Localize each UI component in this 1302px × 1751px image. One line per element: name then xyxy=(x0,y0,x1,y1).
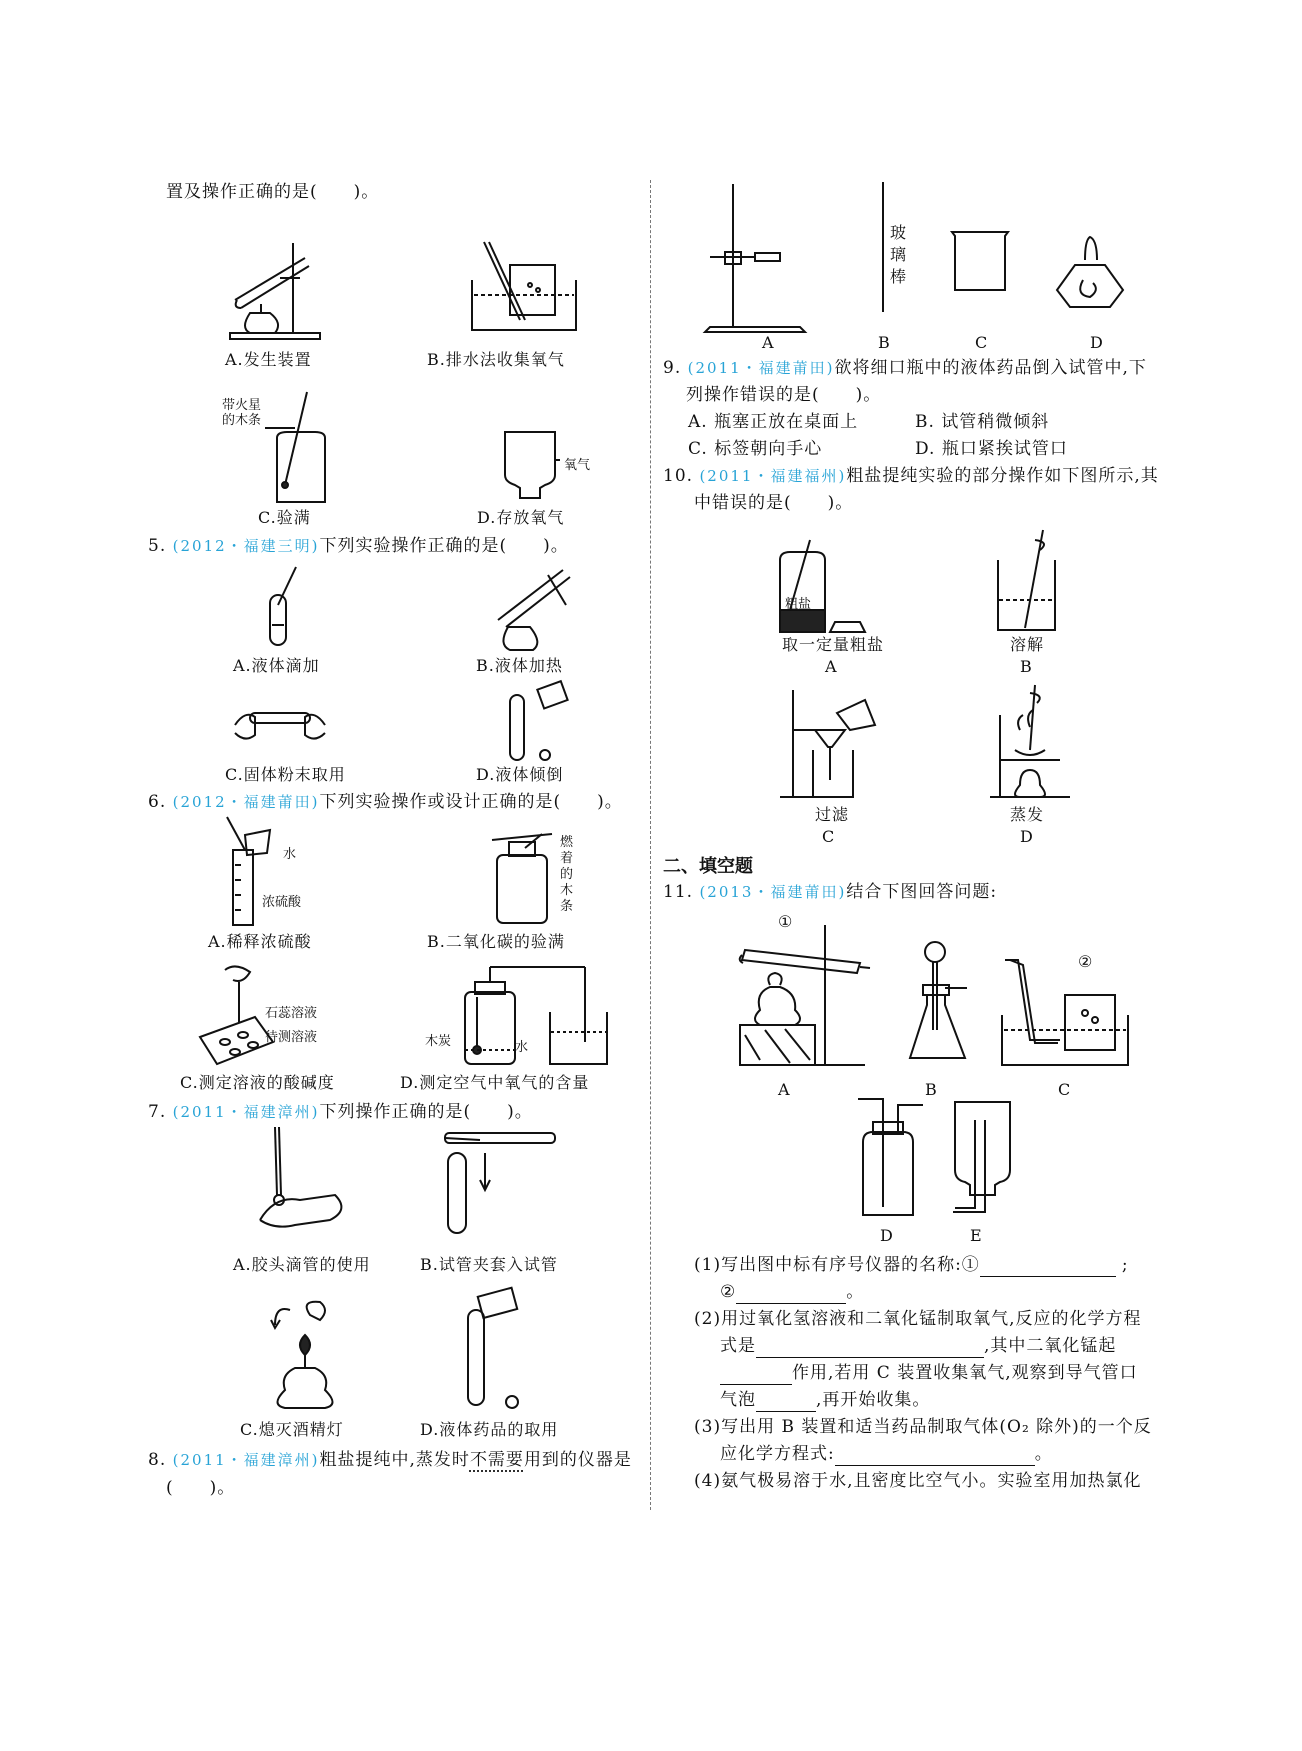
q4-figure-c xyxy=(265,390,335,505)
q11-figure-b xyxy=(905,940,975,1070)
q6-carbon-label: 木炭 xyxy=(425,1034,452,1049)
q7-figure-a xyxy=(255,1125,355,1235)
answer-blank-5[interactable] xyxy=(756,1393,816,1412)
q7-caption-a: A.胶头滴管的使用 xyxy=(233,1255,371,1274)
q11-text: 结合下图回答问题: xyxy=(846,882,998,902)
q6-test-label: 待测溶液 xyxy=(265,1030,318,1045)
q5-number: 5. xyxy=(148,536,167,556)
q9-number: 9. xyxy=(663,358,682,378)
q8-text-a: 粗盐提纯中,蒸发时 xyxy=(319,1450,470,1470)
q8-text-b: 用到的仪器是 xyxy=(523,1450,632,1470)
answer-blank-3[interactable] xyxy=(756,1339,984,1358)
q10-figure-d xyxy=(985,685,1085,803)
q10-caption-a: 取一定量粗盐 xyxy=(782,635,885,654)
q11-letter-d: D xyxy=(880,1226,894,1245)
q6-water2-label: 水 xyxy=(515,1040,529,1055)
q6-caption-d: D.测定空气中氧气的含量 xyxy=(400,1073,590,1092)
q9-option-a: A. 瓶塞正放在桌面上 xyxy=(688,412,859,432)
q8-letter-d: D xyxy=(1090,333,1104,352)
q6-figure-a xyxy=(225,815,285,930)
q11-sub2-line2 xyxy=(720,1334,1116,1358)
q6-text: 下列实验操作或设计正确的是( )。 xyxy=(319,792,623,812)
q7-caption-b: B.试管夹套入试管 xyxy=(420,1255,558,1274)
q8-figure-c xyxy=(950,230,1010,292)
q5-figure-a xyxy=(258,565,308,650)
q7-figure-c xyxy=(270,1300,340,1410)
q6-figure-c xyxy=(195,962,275,1067)
q8-paren: ( )。 xyxy=(166,1478,236,1498)
q11-marker-2: ② xyxy=(1078,952,1094,971)
q9-text2: 列操作错误的是( )。 xyxy=(686,385,882,405)
q11-sub2-line3 xyxy=(720,1361,1138,1385)
q11-sub2b: 式是 xyxy=(720,1336,756,1356)
q4-figure-a xyxy=(225,238,335,343)
q5-stem xyxy=(148,534,569,558)
q6-caption-c: C.测定溶液的酸碱度 xyxy=(180,1073,335,1092)
q6-figure-b xyxy=(487,830,557,925)
answer-blank-1[interactable] xyxy=(980,1258,1116,1277)
q11-sub1c: ② xyxy=(720,1282,737,1302)
q11-sub1a: (1)写出图中标有序号仪器的名称:① xyxy=(694,1255,980,1275)
q11-sub1-line2 xyxy=(720,1280,864,1304)
q11-sub3a: (3)写出用 B 装置和适当药品制取气体(O₂ 除外)的一个反 xyxy=(694,1417,1152,1437)
q7-source: (2011・福建漳州) xyxy=(172,1103,320,1121)
q10-caption-c: 过滤 xyxy=(815,805,850,824)
q8-figure-b xyxy=(878,182,888,312)
q7-number: 7. xyxy=(148,1102,167,1122)
q5-caption-b: B.液体加热 xyxy=(476,656,563,675)
q6-number: 6. xyxy=(148,792,167,812)
q10-text: 粗盐提纯实验的部分操作如下图所示,其 xyxy=(846,466,1159,486)
q8-glass-rod-label: 玻璃棒 xyxy=(890,223,908,286)
q11-sub2f: ,再开始收集。 xyxy=(816,1390,931,1410)
q11-sub1-line1 xyxy=(694,1253,1129,1277)
q6-source: (2012・福建莆田) xyxy=(172,793,320,811)
answer-blank-2[interactable] xyxy=(736,1285,846,1304)
q10-letter-d: D xyxy=(1020,827,1034,846)
q5-text: 下列实验操作正确的是( )。 xyxy=(319,536,569,556)
q11-source: (2013・福建莆田) xyxy=(699,883,847,901)
q5-caption-c: C.固体粉末取用 xyxy=(225,765,346,784)
q11-number: 11. xyxy=(663,882,694,902)
q8-emphasis: 不需要 xyxy=(469,1450,524,1470)
q5-source: (2012・福建三明) xyxy=(172,537,320,555)
q8-figure-a xyxy=(705,182,815,332)
q11-letter-a: A xyxy=(778,1080,791,1099)
q11-figure-a xyxy=(735,925,875,1070)
q11-sub2a: (2)用过氧化氢溶液和二氧化锰制取氧气,反应的化学方程 xyxy=(694,1309,1142,1329)
q11-sub2c: ,其中二氧化锰起 xyxy=(984,1336,1117,1356)
q6-burning-label: 燃着的木条 xyxy=(560,835,574,914)
q10-figure-c xyxy=(775,685,895,803)
q6-litmus-label: 石蕊溶液 xyxy=(265,1006,318,1021)
q10-caption-b: 溶解 xyxy=(1010,635,1045,654)
q10-letter-a: A xyxy=(825,657,838,676)
q7-figure-b xyxy=(440,1128,560,1238)
q10-letter-c: C xyxy=(822,827,836,846)
q4-caption-d: D.存放氧气 xyxy=(477,508,565,527)
q9-stem xyxy=(663,356,1147,380)
q9-option-b: B. 试管稍微倾斜 xyxy=(915,412,1050,432)
q10-text2: 中错误的是( )。 xyxy=(694,493,854,513)
q6-caption-b: B.二氧化碳的验满 xyxy=(427,932,565,951)
q11-sub2e: 气泡 xyxy=(720,1390,756,1410)
q11-letter-b: B xyxy=(925,1080,938,1099)
section-heading: 二、填空题 xyxy=(663,856,753,877)
q11-sub1d: 。 xyxy=(846,1282,865,1302)
q5-figure-d xyxy=(495,680,575,765)
q11-stem xyxy=(663,880,997,904)
q10-salt-label: 粗盐 xyxy=(785,597,812,612)
q11-sub3b: 应化学方程式: xyxy=(720,1444,835,1464)
q11-marker-1: ① xyxy=(778,912,794,931)
q7-figure-d xyxy=(450,1290,530,1410)
q4-figure-b xyxy=(470,240,580,335)
column-divider xyxy=(650,180,651,1510)
q10-stem xyxy=(663,464,1159,488)
q6-stem xyxy=(148,790,623,814)
q5-figure-c xyxy=(230,695,330,745)
q6-caption-a: A.稀释浓硫酸 xyxy=(208,932,312,951)
q4-caption-a: A.发生装置 xyxy=(225,350,312,369)
q6-water-label: 水 xyxy=(283,847,297,862)
q10-letter-b: B xyxy=(1020,657,1033,676)
q8-source: (2011・福建漳州) xyxy=(172,1451,320,1469)
answer-blank-4[interactable] xyxy=(720,1366,792,1385)
q9-option-d: D. 瓶口紧挨试管口 xyxy=(915,439,1068,459)
q7-caption-c: C.熄灭酒精灯 xyxy=(240,1420,344,1439)
q7-caption-d: D.液体药品的取用 xyxy=(420,1420,559,1439)
q6-acid-label: 浓硫酸 xyxy=(262,895,302,910)
q7-stem xyxy=(148,1100,533,1124)
q10-number: 10. xyxy=(663,466,694,486)
q10-caption-d: 蒸发 xyxy=(1010,805,1045,824)
q11-letter-c: C xyxy=(1058,1080,1072,1099)
q9-source: (2011・福建莆田) xyxy=(687,359,835,377)
q10-source: (2011・福建福州) xyxy=(699,467,847,485)
q9-text: 欲将细口瓶中的液体药品倒入试管中,下 xyxy=(834,358,1147,378)
q4-oxygen-label: 氧气 xyxy=(564,458,591,473)
q11-sub2-line4 xyxy=(720,1388,930,1412)
answer-blank-6[interactable] xyxy=(835,1447,1035,1466)
q8-number: 8. xyxy=(148,1450,167,1470)
q11-sub2d: 作用,若用 C 装置收集氧气,观察到导气管口 xyxy=(792,1363,1138,1383)
q11-sub4a: (4)氨气极易溶于水,且密度比空气小。实验室用加热氯化 xyxy=(694,1471,1142,1491)
q4-tail: 置及操作正确的是( )。 xyxy=(166,182,380,202)
q11-sub1b: ; xyxy=(1121,1255,1129,1275)
q11-figure-c xyxy=(1000,955,1140,1070)
q11-figure-d xyxy=(858,1097,928,1217)
q11-sub3c: 。 xyxy=(1034,1444,1053,1464)
q5-caption-a: A.液体滴加 xyxy=(233,656,320,675)
q11-sub3-line2 xyxy=(720,1442,1053,1466)
q8-letter-c: C xyxy=(975,333,989,352)
q5-figure-b xyxy=(488,565,578,655)
q8-figure-d xyxy=(1055,235,1125,310)
q11-letter-e: E xyxy=(970,1226,983,1245)
q4-caption-c: C.验满 xyxy=(258,508,311,527)
q10-figure-a xyxy=(775,540,875,635)
q10-figure-b xyxy=(995,530,1065,635)
q9-option-c: C. 标签朝向手心 xyxy=(688,439,823,459)
q7-text: 下列操作正确的是( )。 xyxy=(319,1102,533,1122)
q8-letter-b: B xyxy=(878,333,891,352)
q4-figure-d xyxy=(500,430,560,500)
q6-figure-d xyxy=(455,962,615,1067)
q8-letter-a: A xyxy=(762,333,775,352)
q4-splint-label: 带火星的木条 xyxy=(222,398,262,428)
q8-stem xyxy=(148,1448,632,1472)
q5-caption-d: D.液体倾倒 xyxy=(476,765,564,784)
q11-figure-e xyxy=(950,1100,1020,1215)
q4-caption-b: B.排水法收集氧气 xyxy=(427,350,565,369)
